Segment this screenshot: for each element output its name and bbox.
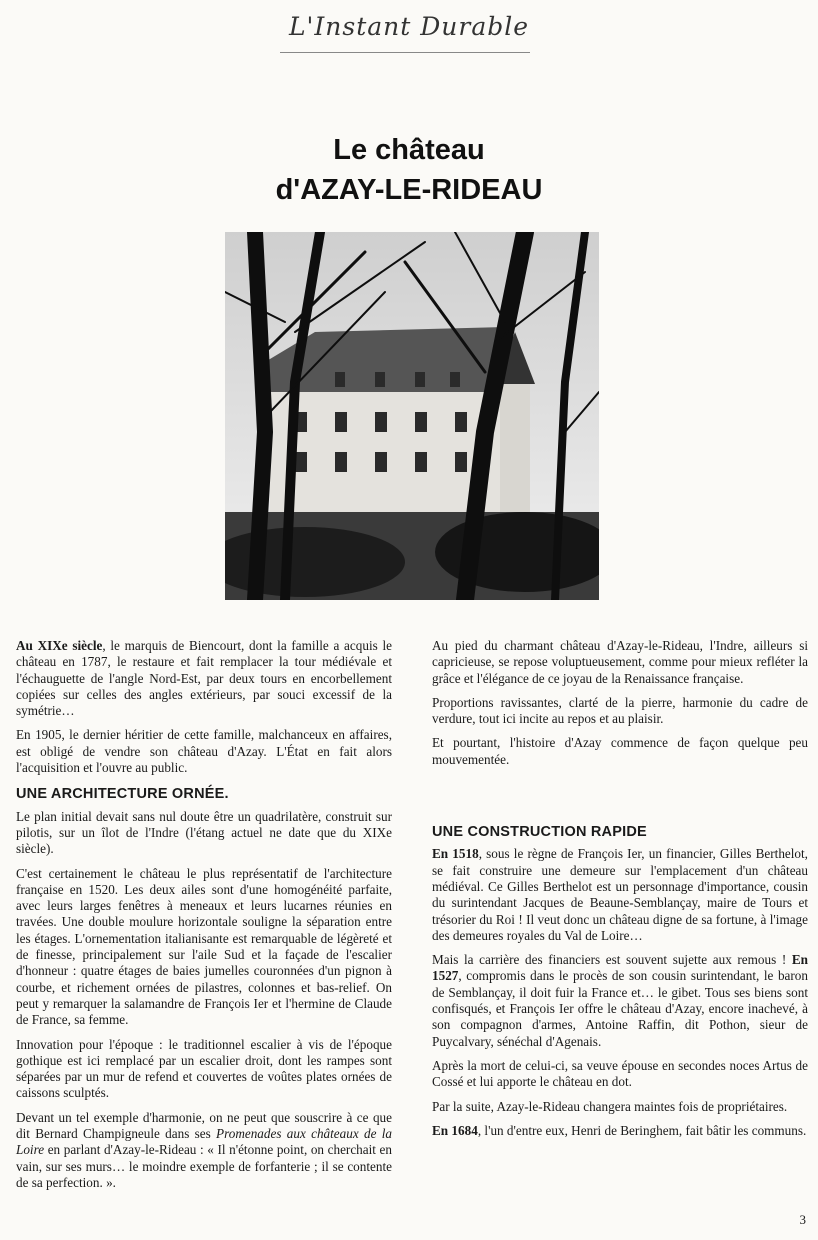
para-history: Et pourtant, l'histoire d'Azay commence de façon quelque peu mouvementée. [432, 735, 808, 767]
para-19th-century [16, 638, 392, 719]
para-widow: Après la mort de celui-ci, sa veuve épouse en secondes noces Artus de Cossé et lui apporte le château en dot. [432, 1057, 808, 1090]
article-title [0, 130, 818, 210]
brand-title: L'Instant Durable [288, 12, 530, 41]
book-title: Promenades aux châteaux de la Loire [16, 1126, 392, 1158]
para-text: en parlant d'Azay-le-Rideau : « Il n'étonne point, on cherchait en vain, sur ses murs… le moindre exemple de forfanterie ; il se contente de sa perfection. ». [16, 1142, 392, 1190]
para-text: , l'un d'entre eux, Henri de Beringhem, fait bâtir les communs. [477, 1122, 807, 1138]
para-innovation: Innovation pour l'époque : le traditionnel escalier à vis de l'époque gothique est ici remplacé par un escalier droit, dont les rampes sont séparées par un mur de refend et couvertes de voûtes plates ornées de caissons sculptés. [16, 1036, 392, 1101]
page-number: 3 [799, 1212, 806, 1227]
para-text: , compromis dans le procès de son cousin surintendant, le baron de Semblançay, il doit fuir la France et… le gibet. Tous ses biens sont confisqués, et François Ier offre le château d'Azay, encore inachevé, à son compagnon d'armes, Antoine Raffin, dit Pothon, sieur de Puycalvary, sénéchal d'Agenais. [432, 968, 808, 1049]
heading-architecture: UNE ARCHITECTURE ORNÉE. [16, 786, 229, 803]
para-representative: C'est certainement le château le plus représentatif de l'architecture française en 1520. Les deux ailes sont d'une homogénéité parfaite, avec leurs larges fenêtres à meneaux et leurs lucarnes réunies en travées. Une double moulure horizontale souligne la séparation entre les étages. L'ornementation italianisante est remarquable de légèreté et de finesse, principalement sur l'aile Sud et la façade de l'escalier d'honneur : quatre étages de baies jumelles couronnées d'un pignon à courbe, et richement ornées de pilastres, colonnes et bas-relief. On peut y remarquer la salamandre de François Ier et l'hermine de Claude de France, sa femme. [16, 865, 392, 1028]
lead-1518: En 1518 [432, 846, 479, 862]
para-owners: Par la suite, Azay-le-Rideau changera maintes fois de propriétaires. [432, 1098, 788, 1114]
lead-1527: En 1527 [432, 952, 808, 984]
para-text: Devant un tel exemple d'harmonie, on ne peut que souscrire à ce que dit Bernard Champigneule dans ses [16, 1109, 392, 1142]
para-1905: En 1905, le dernier héritier de cette famille, malchanceux en affaires, est obligé de vendre son château d'Azay. L'État en fait alors l'acquisition et l'ouvre au public. [16, 727, 392, 776]
para-proportions: Proportions ravissantes, clarté de la pierre, harmonie du cadre de verdure, tout ici incite au repos et au plaisir. [432, 694, 808, 727]
column-spacer [432, 776, 808, 814]
lead-1684: En 1684 [432, 1122, 478, 1138]
para-1527 [432, 952, 808, 1050]
title-line-1: Le château [333, 134, 485, 166]
title-line-2: d'AZAY-LE-RIDEAU [275, 174, 543, 206]
para-text: , le marquis de Biencourt, dont la famille a acquis le château en 1787, le restaure et fait remplacer la tour médiévale et l'échauguette de l'angle Nord-Est, par deux tours en encorbellement copiées sur celles des angles extérieurs, par souci excessif de la symétrie… [16, 638, 392, 719]
lead-19th-century: Au XIXe siècle [16, 638, 103, 653]
para-indre: Au pied du charmant château d'Azay-le-Rideau, l'Indre, ailleurs si capricieuse, se repose voluptueusement, comme pour mieux refléter la grâce et l'élégance de ce joyau de la Renaissance française. [432, 638, 808, 686]
magazine-header [0, 12, 818, 52]
photo-illustration [225, 232, 599, 600]
para-1518 [432, 846, 808, 944]
para-harmony [16, 1110, 392, 1191]
header-rule [280, 52, 530, 53]
para-initial-plan: Le plan initial devait sans nul doute être un quadrilatère, construit sur pilotis, sur un îlot de l'Indre (l'étang actuel ne date que du XIXe siècle). [16, 808, 392, 857]
chateau-photo [225, 232, 599, 600]
para-text: , sous le règne de François Ier, un financier, Gilles Berthelot, se fait construire une demeure sur l'emplacement d'un château médiéval. Ce Gilles Berthelot est un personnage d'importance, cousin du surintendant Jacques de Beaune-Semblançay, maire de Tours et trésorier du Roi ! Il veut donc un château digne de sa fortune, à l'image des demeures royales du Val de Loire… [432, 846, 808, 943]
heading-construction: UNE CONSTRUCTION RAPIDE [432, 824, 647, 841]
para-1684 [432, 1123, 808, 1139]
left-column [16, 638, 392, 1199]
para-text: Mais la carrière des financiers est souvent sujette aux remous ! [432, 952, 792, 968]
right-column [432, 638, 808, 1147]
